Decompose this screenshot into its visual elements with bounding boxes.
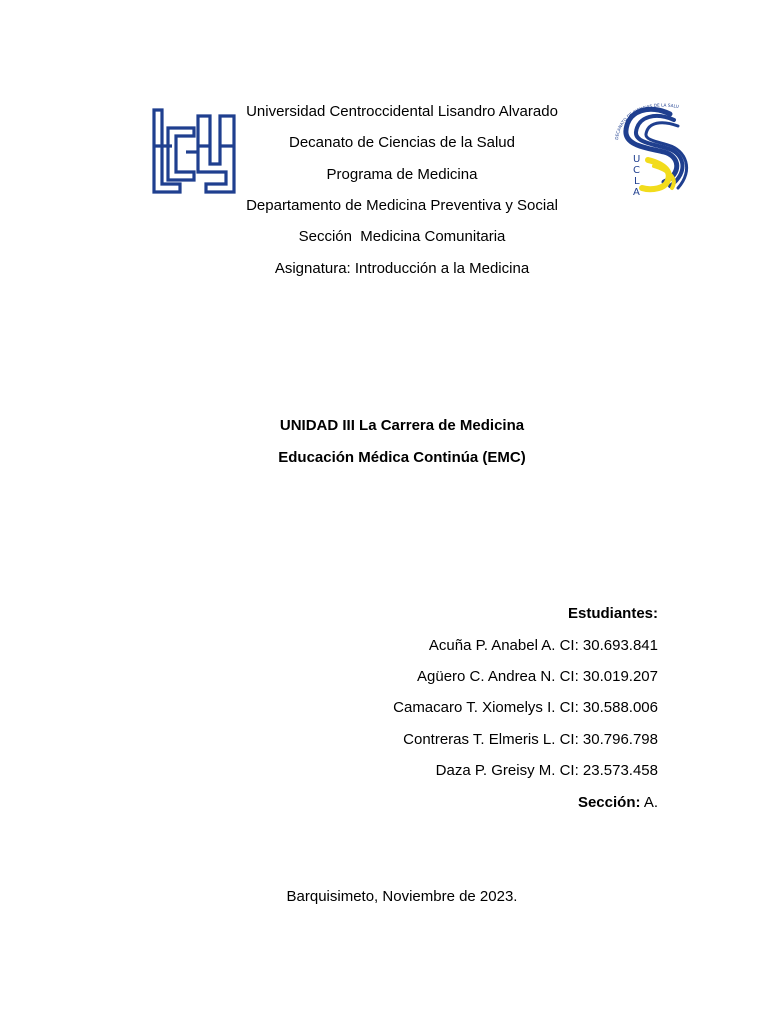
logo-letter-c: C — [633, 165, 640, 176]
header-decanato: Decanato de Ciencias de la Salud — [289, 134, 515, 151]
logo-arc-text: DECANATO DE CIENCIAS DE LA SALU — [613, 102, 680, 141]
header-asignatura: Asignatura: Introducción a la Medicina — [274, 260, 530, 277]
place-date: Barquisimeto, Noviembre de 2023. — [286, 888, 518, 905]
student-item: Agüero C. Andrea N. CI: 30.019.207 — [417, 668, 658, 685]
logo-letter-l: L — [634, 176, 640, 187]
header-departamento: Departamento de Medicina Preventiva y Social — [246, 197, 558, 214]
header-seccion: Sección Medicina Comunitaria — [298, 228, 506, 245]
section-label: Sección: — [577, 794, 641, 811]
title-unit: UNIDAD III La Carrera de Medicina — [279, 417, 525, 434]
title-topic: Educación Médica Continúa (EMC) — [278, 449, 526, 466]
logo-letter-u: U — [633, 154, 641, 165]
student-item: Contreras T. Elmeris L. CI: 30.796.798 — [403, 731, 658, 748]
student-item: Camacaro T. Xiomelys I. CI: 30.588.006 — [393, 699, 658, 716]
header-programa: Programa de Medicina — [326, 166, 478, 183]
student-item: Daza P. Greisy M. CI: 23.573.458 — [435, 762, 658, 779]
logo-letter-a: A — [633, 187, 640, 196]
section-value: A. — [640, 794, 658, 811]
header-university: Universidad Centroccidental Lisandro Alvarado — [246, 103, 558, 120]
students-heading: Estudiantes: — [567, 605, 658, 622]
section-line — [578, 794, 658, 812]
student-item: Acuña P. Anabel A. CI: 30.693.841 — [428, 637, 658, 654]
